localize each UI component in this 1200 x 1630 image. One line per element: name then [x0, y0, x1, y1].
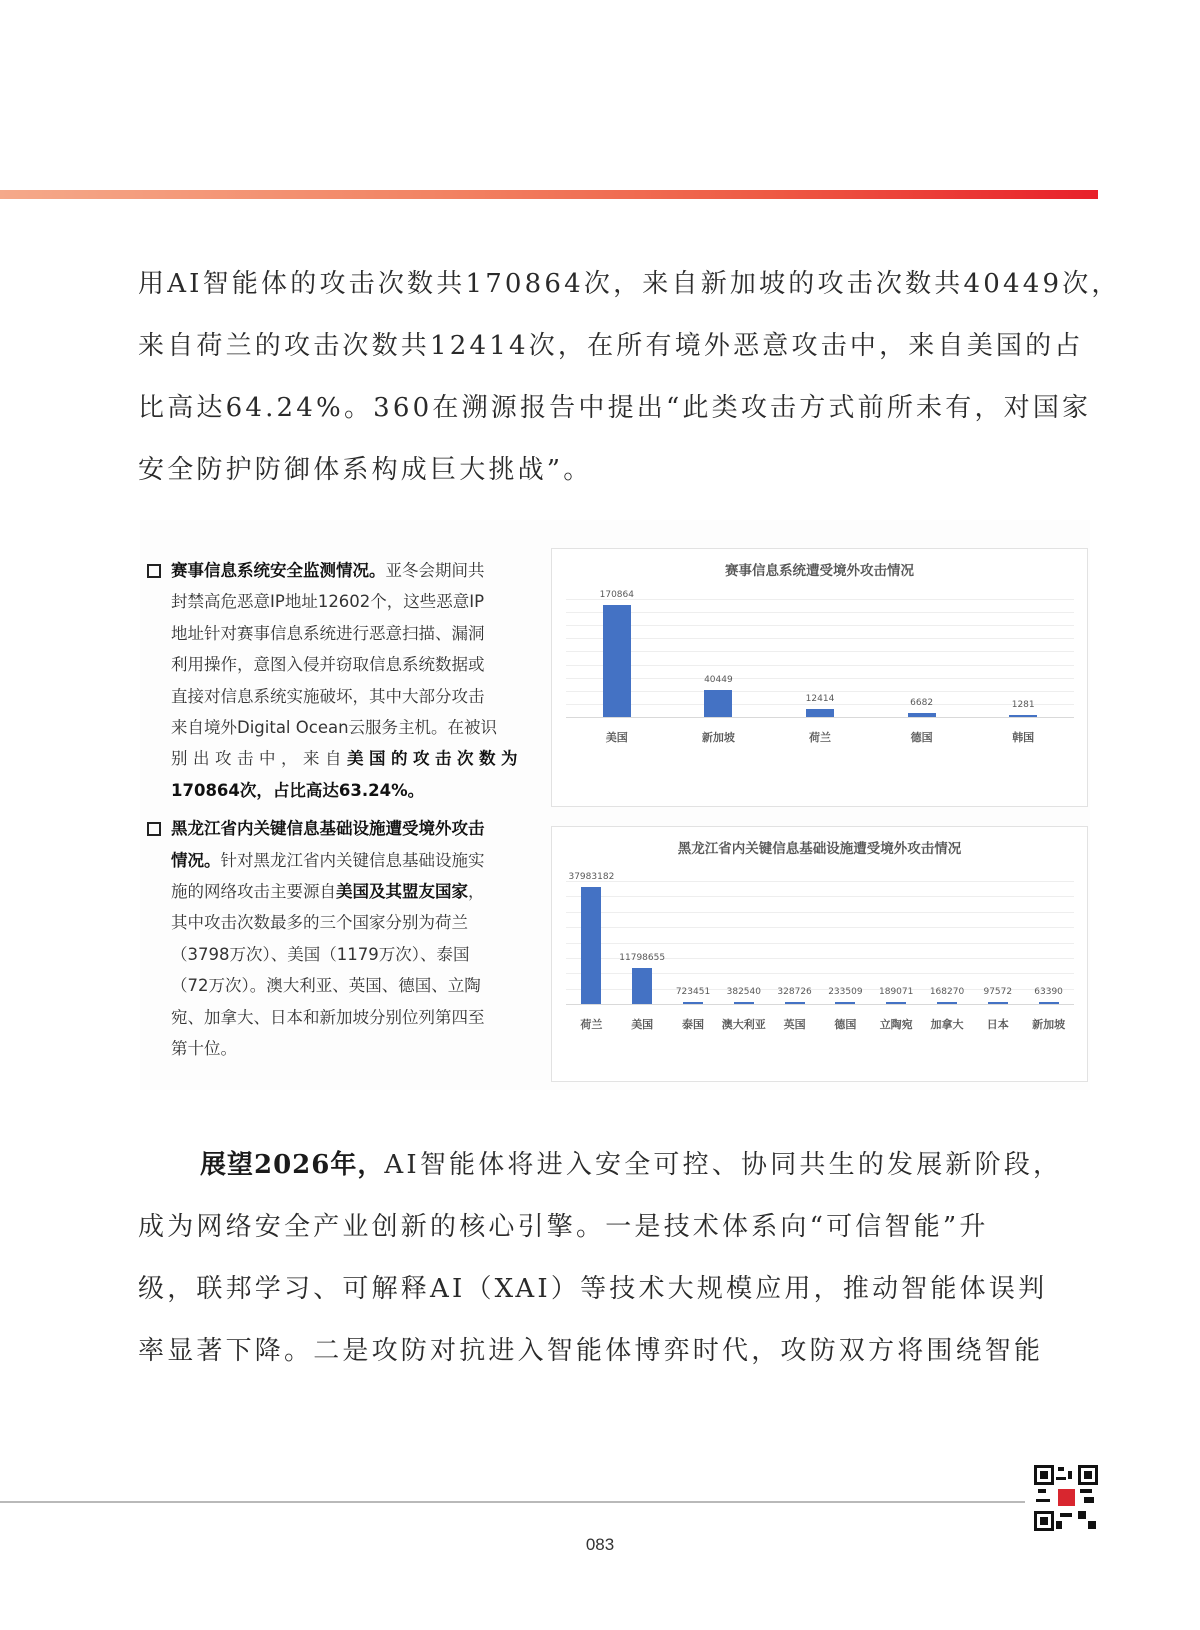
qr-module	[1058, 1467, 1064, 1471]
data-label: 1281	[1011, 700, 1035, 710]
gridline	[566, 612, 1074, 613]
category-label: 美国	[631, 1018, 654, 1031]
gridline	[566, 625, 1074, 626]
gridline	[566, 943, 1074, 944]
data-label: 723451	[675, 986, 711, 997]
qr-module	[1056, 1477, 1066, 1480]
data-label: 97572	[983, 987, 1013, 997]
chart-plot-area	[566, 589, 1074, 753]
gridline	[566, 691, 1074, 692]
data-label: 233509	[828, 987, 863, 997]
bullet-title: 情况。	[171, 850, 221, 870]
text-line: 率显著下降。二是攻防对抗进入智能体博弈时代，攻防双方将围绕智能	[138, 1336, 1044, 1366]
category-label: 新加坡	[1032, 1018, 1066, 1031]
page-number: 083	[585, 1535, 615, 1554]
paragraph-bottom	[138, 1134, 1098, 1382]
category-label: 英国	[783, 1018, 806, 1031]
bar	[632, 968, 652, 1004]
qr-logo-icon	[1058, 1489, 1075, 1506]
qr-finder-icon	[1078, 1465, 1098, 1485]
data-label: 168270	[929, 987, 965, 997]
data-label: 328726	[777, 987, 812, 997]
category-label: 立陶宛	[879, 1018, 913, 1031]
qr-module	[1084, 1497, 1094, 1503]
qr-module	[1088, 1521, 1096, 1529]
bullet-text: （72万次）。澳大利亚、英国、德国、立陶	[171, 976, 481, 996]
category-label: 美国	[605, 731, 628, 744]
bar	[1009, 715, 1037, 717]
header-accent-bar	[0, 190, 1098, 199]
data-label: 40449	[704, 675, 733, 686]
bullet-bold-text: 170864次，占比高达63.24%。	[171, 780, 425, 800]
gridline	[566, 927, 1074, 928]
category-label: 德国	[910, 731, 933, 744]
gridline	[566, 678, 1074, 679]
gridline	[566, 912, 1074, 913]
gridline	[566, 638, 1074, 639]
bar	[937, 1002, 957, 1004]
chart-event-system-attacks	[551, 548, 1088, 807]
category-label: 新加坡	[701, 731, 735, 744]
gridline	[566, 881, 1074, 882]
category-label: 韩国	[1012, 731, 1035, 744]
gridline	[566, 651, 1074, 652]
bar	[603, 605, 631, 717]
gridline	[566, 704, 1074, 705]
qr-module	[1060, 1513, 1072, 1517]
data-label: 170864	[599, 589, 634, 600]
category-label: 泰国	[682, 1018, 704, 1031]
category-label: 荷兰	[809, 731, 831, 744]
category-label: 德国	[834, 1018, 857, 1031]
bullet-text: 亚冬会期间共	[385, 561, 485, 580]
bullet-text: 第十位。	[171, 1039, 237, 1059]
bar	[785, 1002, 805, 1004]
bullet-text: （3798万次）、美国（1179万次）、泰国	[171, 944, 470, 964]
bullet-text: 来自境外Digital Ocean云服务主机。在被识	[171, 718, 498, 738]
data-label: 11798655	[619, 952, 666, 963]
qr-code-icon[interactable]	[1034, 1465, 1098, 1531]
bullet-title: 黑龙江省内关键信息基础设施遭受境外攻击	[171, 819, 485, 839]
text-line: AI智能体将进入安全可控、协同共生的发展新阶段，	[384, 1150, 1063, 1180]
bullet-text: 直接对信息系统实施破坏，其中大部分攻击	[171, 686, 485, 706]
qr-finder-icon	[1034, 1465, 1054, 1485]
gridline	[566, 896, 1074, 897]
text-line: 比高达64.24%。360在溯源报告中提出“此类攻击方式前所未有，对国家	[138, 393, 1092, 423]
x-axis-line	[566, 717, 1074, 718]
chart-heilongjiang-attacks	[551, 826, 1088, 1082]
bar	[835, 1002, 855, 1004]
bullet-text: 地址针对赛事信息系统进行恶意扫描、漏洞	[171, 623, 485, 643]
data-label: 37983182	[568, 872, 615, 883]
bar	[683, 1002, 703, 1004]
bullet-text: 别出攻击中，来自	[171, 749, 347, 769]
bar	[886, 1002, 906, 1004]
gridline	[566, 599, 1074, 600]
bar	[704, 690, 732, 717]
chart-title: 赛事信息系统遭受境外攻击情况	[725, 563, 914, 579]
data-label: 382540	[726, 987, 761, 997]
bar	[581, 887, 601, 1004]
bullet-text: ，	[468, 882, 485, 902]
bullet-item-event-systems	[145, 555, 525, 806]
data-label: 12414	[805, 693, 835, 704]
bullet-text: 宛、加拿大、日本和新加坡分别位列第四至	[171, 1007, 485, 1027]
bar	[806, 709, 834, 717]
footer-divider	[0, 1501, 1025, 1503]
qr-finder-icon	[1034, 1511, 1054, 1531]
bar	[908, 713, 936, 717]
bullet-title: 赛事信息系统安全监测情况。	[171, 561, 386, 580]
bullet-item-heilongjiang	[145, 813, 525, 1064]
data-label: 63390	[1034, 987, 1063, 997]
data-label: 189071	[879, 987, 914, 997]
bullet-text: 针对黑龙江省内关键信息基础设施实	[220, 850, 485, 870]
text-line: 来自荷兰的攻击次数共12414次，在所有境外恶意攻击中，来自美国的占	[138, 331, 1084, 361]
qr-module	[1078, 1511, 1086, 1519]
text-line: 用AI智能体的攻击次数共170864次，来自新加坡的攻击次数共40449次，	[138, 269, 1121, 299]
qr-module	[1068, 1471, 1072, 1479]
chart-plot-area	[566, 869, 1074, 1044]
bar	[1039, 1002, 1059, 1004]
paragraph-top	[138, 253, 1121, 501]
category-label: 荷兰	[580, 1018, 603, 1031]
gridline	[566, 665, 1074, 666]
bullet-list	[145, 555, 525, 1072]
text-line: 成为网络安全产业创新的核心引擎。一是技术体系向“可信智能”升	[138, 1212, 989, 1242]
qr-module	[1036, 1499, 1050, 1502]
bullet-text: 其中攻击次数最多的三个国家分别为荷兰	[171, 913, 468, 933]
bar	[988, 1002, 1008, 1004]
square-bullet-icon	[147, 822, 161, 836]
category-label: 加拿大	[930, 1018, 964, 1031]
bullet-bold-text: 美国及其盟友国家	[336, 882, 468, 902]
data-label: 6682	[910, 697, 934, 708]
qr-module	[1056, 1521, 1062, 1529]
category-label: 澳大利亚	[721, 1018, 766, 1031]
bullet-text: 利用操作，意图入侵并窃取信息系统数据或	[171, 655, 485, 675]
chart-title: 黑龙江省内关键信息基础设施遭受境外攻击情况	[677, 841, 962, 857]
category-label: 日本	[986, 1018, 1009, 1031]
bullet-bold-text: 美国的攻击次数为	[347, 749, 523, 769]
bullet-text: 封禁高危恶意IP地址12602个，这些恶意IP	[171, 592, 485, 612]
text-line: 安全防护防御体系构成巨大挑战”。	[138, 455, 593, 485]
text-line: 级，联邦学习、可解释AI（XAI）等技术大规模应用，推动智能体误判	[138, 1274, 1048, 1304]
bar	[734, 1002, 754, 1004]
bullet-text: 施的网络攻击主要源自	[171, 882, 336, 902]
qr-module	[1038, 1489, 1046, 1493]
qr-module	[1080, 1489, 1092, 1493]
square-bullet-icon	[147, 564, 161, 578]
lead-bold-text: 展望2026年，	[200, 1150, 385, 1180]
x-axis-line	[566, 1004, 1074, 1005]
